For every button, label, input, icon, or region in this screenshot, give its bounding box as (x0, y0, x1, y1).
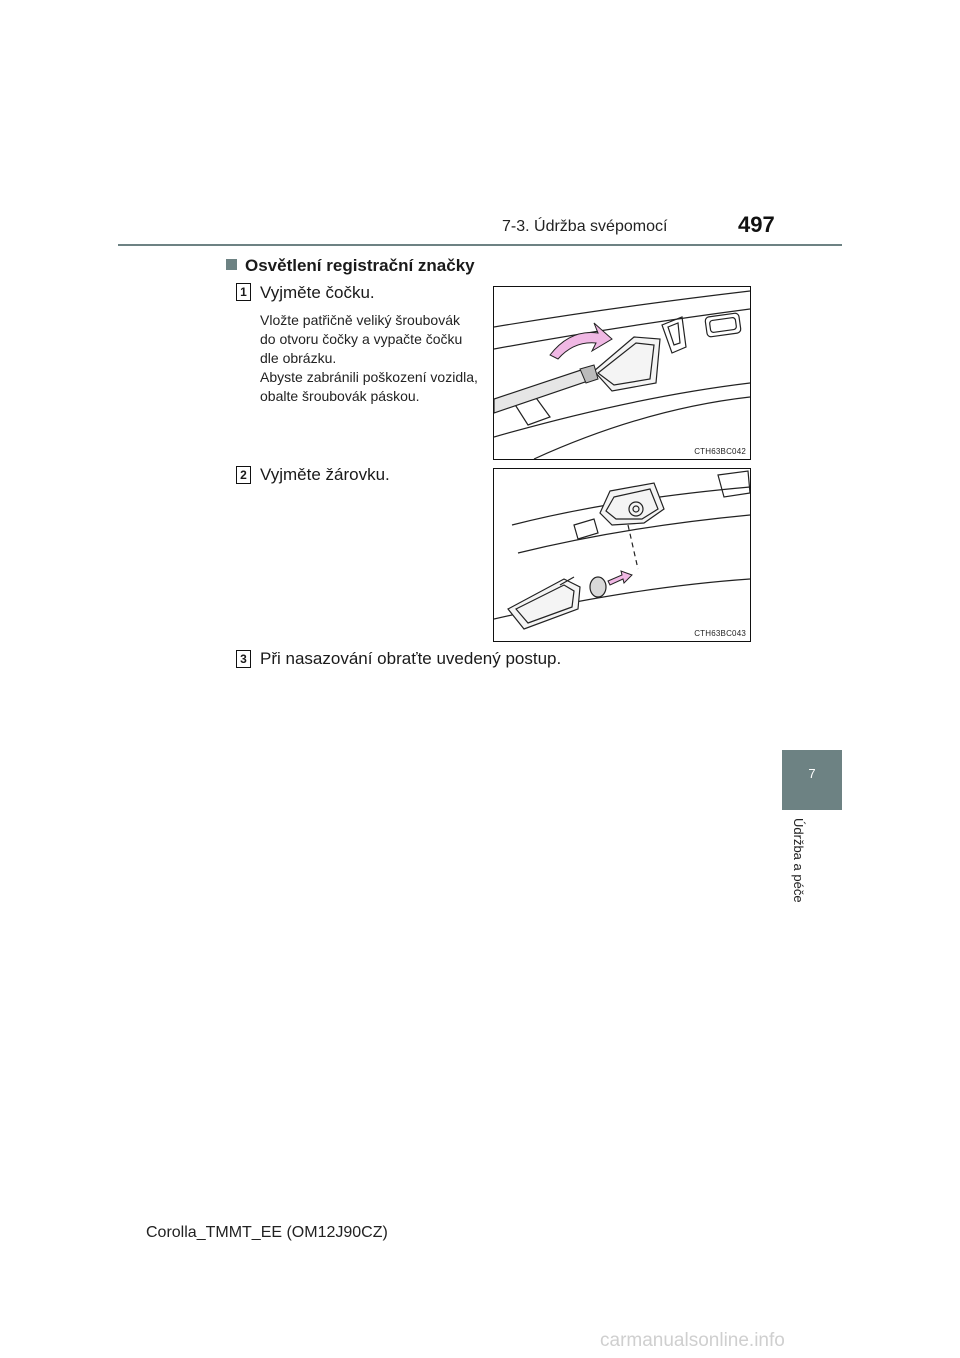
chapter-tab (782, 750, 842, 810)
bulb-removal-illustration (494, 469, 750, 641)
step-2-text: Vyjměte žárovku. (260, 465, 390, 484)
step-number-2: 2 (236, 466, 251, 484)
step-number-1: 1 (236, 283, 251, 301)
step-3-text: Při nasazování obraťte uvedený postup. (260, 649, 562, 668)
section-heading (226, 256, 475, 276)
heading-text: Osvětlení registrační značky (245, 256, 475, 275)
figure-code-2: CTH63BC043 (694, 629, 746, 638)
lens-removal-illustration (494, 287, 750, 459)
chapter-number: 7 (808, 766, 816, 781)
page-number: 497 (738, 212, 775, 237)
step-1-note-1: Vložte patřičně veliký šroubovák do otvoru čočky a vypačte čočku dle obrázku. (260, 312, 463, 366)
section-title: 7-3. Údržba svépomocí (502, 218, 668, 235)
chapter-label: Údržba a péče (791, 818, 806, 903)
step-1-note-2: Abyste zabránili poškození vozidla, obalte šroubovák páskou. (260, 369, 478, 404)
figure-bulb-removal (493, 468, 751, 642)
step-1-text: Vyjměte čočku. (260, 283, 375, 302)
square-bullet-icon (226, 259, 237, 270)
step-number-3: 3 (236, 650, 251, 668)
pull-direction-arrow-icon (608, 571, 632, 585)
header-divider (118, 244, 842, 246)
footer-manual-code: Corolla_TMMT_EE (OM12J90CZ) (146, 1224, 388, 1241)
watermark: carmanualsonline.info (600, 1330, 785, 1351)
figure-code-1: CTH63BC042 (694, 447, 746, 456)
pry-direction-arrow-icon (550, 323, 612, 359)
figure-lens-removal (493, 286, 751, 460)
